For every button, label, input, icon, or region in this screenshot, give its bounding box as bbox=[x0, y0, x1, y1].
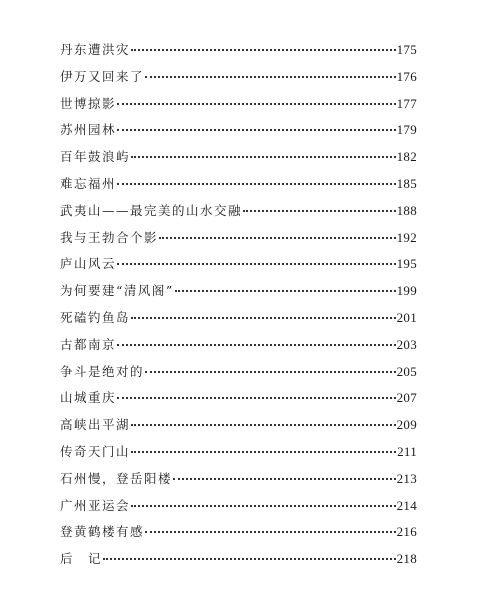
toc-entry-page: 216 bbox=[396, 524, 417, 540]
toc-entry-page: 218 bbox=[396, 551, 417, 567]
toc-entry[interactable] bbox=[60, 117, 417, 144]
toc-dot-leader bbox=[159, 225, 396, 239]
toc-entry-page: 179 bbox=[396, 122, 417, 138]
toc-dot-leader bbox=[117, 91, 396, 105]
toc-entry-title: 世博掠影 bbox=[60, 95, 117, 111]
toc-entry-page: 192 bbox=[396, 229, 417, 245]
toc-entry-title: 百年鼓浪屿 bbox=[60, 149, 131, 165]
toc-dot-leader bbox=[175, 278, 396, 292]
toc-entry-page: 201 bbox=[396, 309, 417, 325]
toc-entry[interactable] bbox=[60, 359, 417, 386]
toc-entry-title: 伊万又回来了 bbox=[60, 68, 145, 84]
toc-dot-leader bbox=[131, 493, 396, 507]
toc-dot-leader bbox=[131, 305, 396, 319]
toc-entry-title: 丹东遭洪灾 bbox=[60, 42, 131, 57]
toc-dot-leader bbox=[131, 144, 396, 158]
table-of-contents bbox=[60, 37, 417, 573]
toc-entry-page: 188 bbox=[396, 202, 417, 218]
toc-dot-leader bbox=[131, 37, 396, 51]
toc-dot-leader bbox=[117, 251, 396, 265]
toc-entry[interactable] bbox=[60, 466, 417, 493]
toc-entry-title: 庐山风云 bbox=[60, 256, 117, 272]
toc-entry[interactable] bbox=[60, 64, 417, 91]
toc-entry[interactable] bbox=[60, 332, 417, 359]
toc-dot-leader bbox=[117, 332, 396, 346]
toc-entry-page: 182 bbox=[396, 149, 417, 165]
toc-dot-leader bbox=[145, 64, 396, 78]
toc-dot-leader bbox=[117, 385, 396, 399]
toc-dot-leader bbox=[145, 519, 396, 533]
toc-dot-leader bbox=[103, 546, 396, 560]
toc-entry-title: 死磕钓鱼岛 bbox=[60, 309, 131, 325]
toc-entry[interactable] bbox=[60, 385, 417, 412]
toc-entry-page: 205 bbox=[396, 363, 417, 379]
toc-entry[interactable] bbox=[60, 546, 417, 573]
toc-dot-leader bbox=[131, 439, 396, 453]
toc-entry-page: 214 bbox=[396, 497, 417, 513]
toc-entry-page: 195 bbox=[396, 256, 417, 272]
toc-entry[interactable] bbox=[60, 439, 417, 466]
toc-dot-leader bbox=[243, 198, 396, 212]
toc-entry-page: 185 bbox=[396, 175, 417, 191]
toc-entry-title: 武夷山——最完美的山水交融 bbox=[60, 202, 243, 218]
toc-entry[interactable] bbox=[60, 144, 417, 171]
toc-entry[interactable] bbox=[60, 412, 417, 439]
toc-dot-leader bbox=[117, 117, 396, 131]
toc-entry-title: 山城重庆 bbox=[60, 390, 117, 406]
toc-entry-title: 我与王勃合个影 bbox=[60, 229, 159, 245]
toc-entry-page: 213 bbox=[396, 470, 417, 486]
toc-entry-title: 登黄鹤楼有感 bbox=[60, 524, 145, 540]
toc-entry[interactable] bbox=[60, 171, 417, 198]
toc-entry[interactable] bbox=[60, 198, 417, 225]
toc-entry[interactable] bbox=[60, 225, 417, 252]
toc-dot-leader bbox=[131, 412, 396, 426]
toc-dot-leader bbox=[173, 466, 396, 480]
toc-entry[interactable] bbox=[60, 519, 417, 546]
toc-entry[interactable] bbox=[60, 493, 417, 520]
toc-entry-page: 211 bbox=[397, 443, 417, 459]
toc-dot-leader bbox=[145, 359, 396, 373]
toc-entry-title: 传奇天门山 bbox=[60, 443, 131, 459]
toc-entry-title: 石州慢，登岳阳楼 bbox=[60, 470, 173, 486]
toc-entry-title: 苏州园林 bbox=[60, 122, 117, 138]
toc-entry-title: 高峡出平湖 bbox=[60, 417, 131, 433]
toc-entry-page: 209 bbox=[396, 417, 417, 433]
toc-entry-page: 176 bbox=[396, 68, 417, 84]
toc-entry[interactable] bbox=[60, 91, 417, 118]
toc-entry-page: 207 bbox=[396, 390, 417, 406]
toc-entry-page: 177 bbox=[396, 95, 417, 111]
toc-entry-title: 难忘福州 bbox=[60, 175, 117, 191]
toc-entry[interactable] bbox=[60, 251, 417, 278]
toc-entry-title: 广州亚运会 bbox=[60, 497, 131, 513]
toc-entry-title: 后 记 bbox=[60, 551, 103, 567]
toc-entry-title: 古都南京 bbox=[60, 336, 117, 352]
toc-entry-page: 175 bbox=[396, 42, 417, 57]
toc-entry-title: 争斗是绝对的 bbox=[60, 363, 145, 379]
toc-dot-leader bbox=[117, 171, 396, 185]
toc-entry[interactable] bbox=[60, 37, 417, 64]
toc-entry-title: 为何要建“清风阁” bbox=[60, 283, 174, 299]
toc-entry-page: 203 bbox=[396, 336, 417, 352]
toc-entry-page: 199 bbox=[396, 283, 417, 299]
toc-entry[interactable] bbox=[60, 278, 417, 305]
toc-entry[interactable] bbox=[60, 305, 417, 332]
